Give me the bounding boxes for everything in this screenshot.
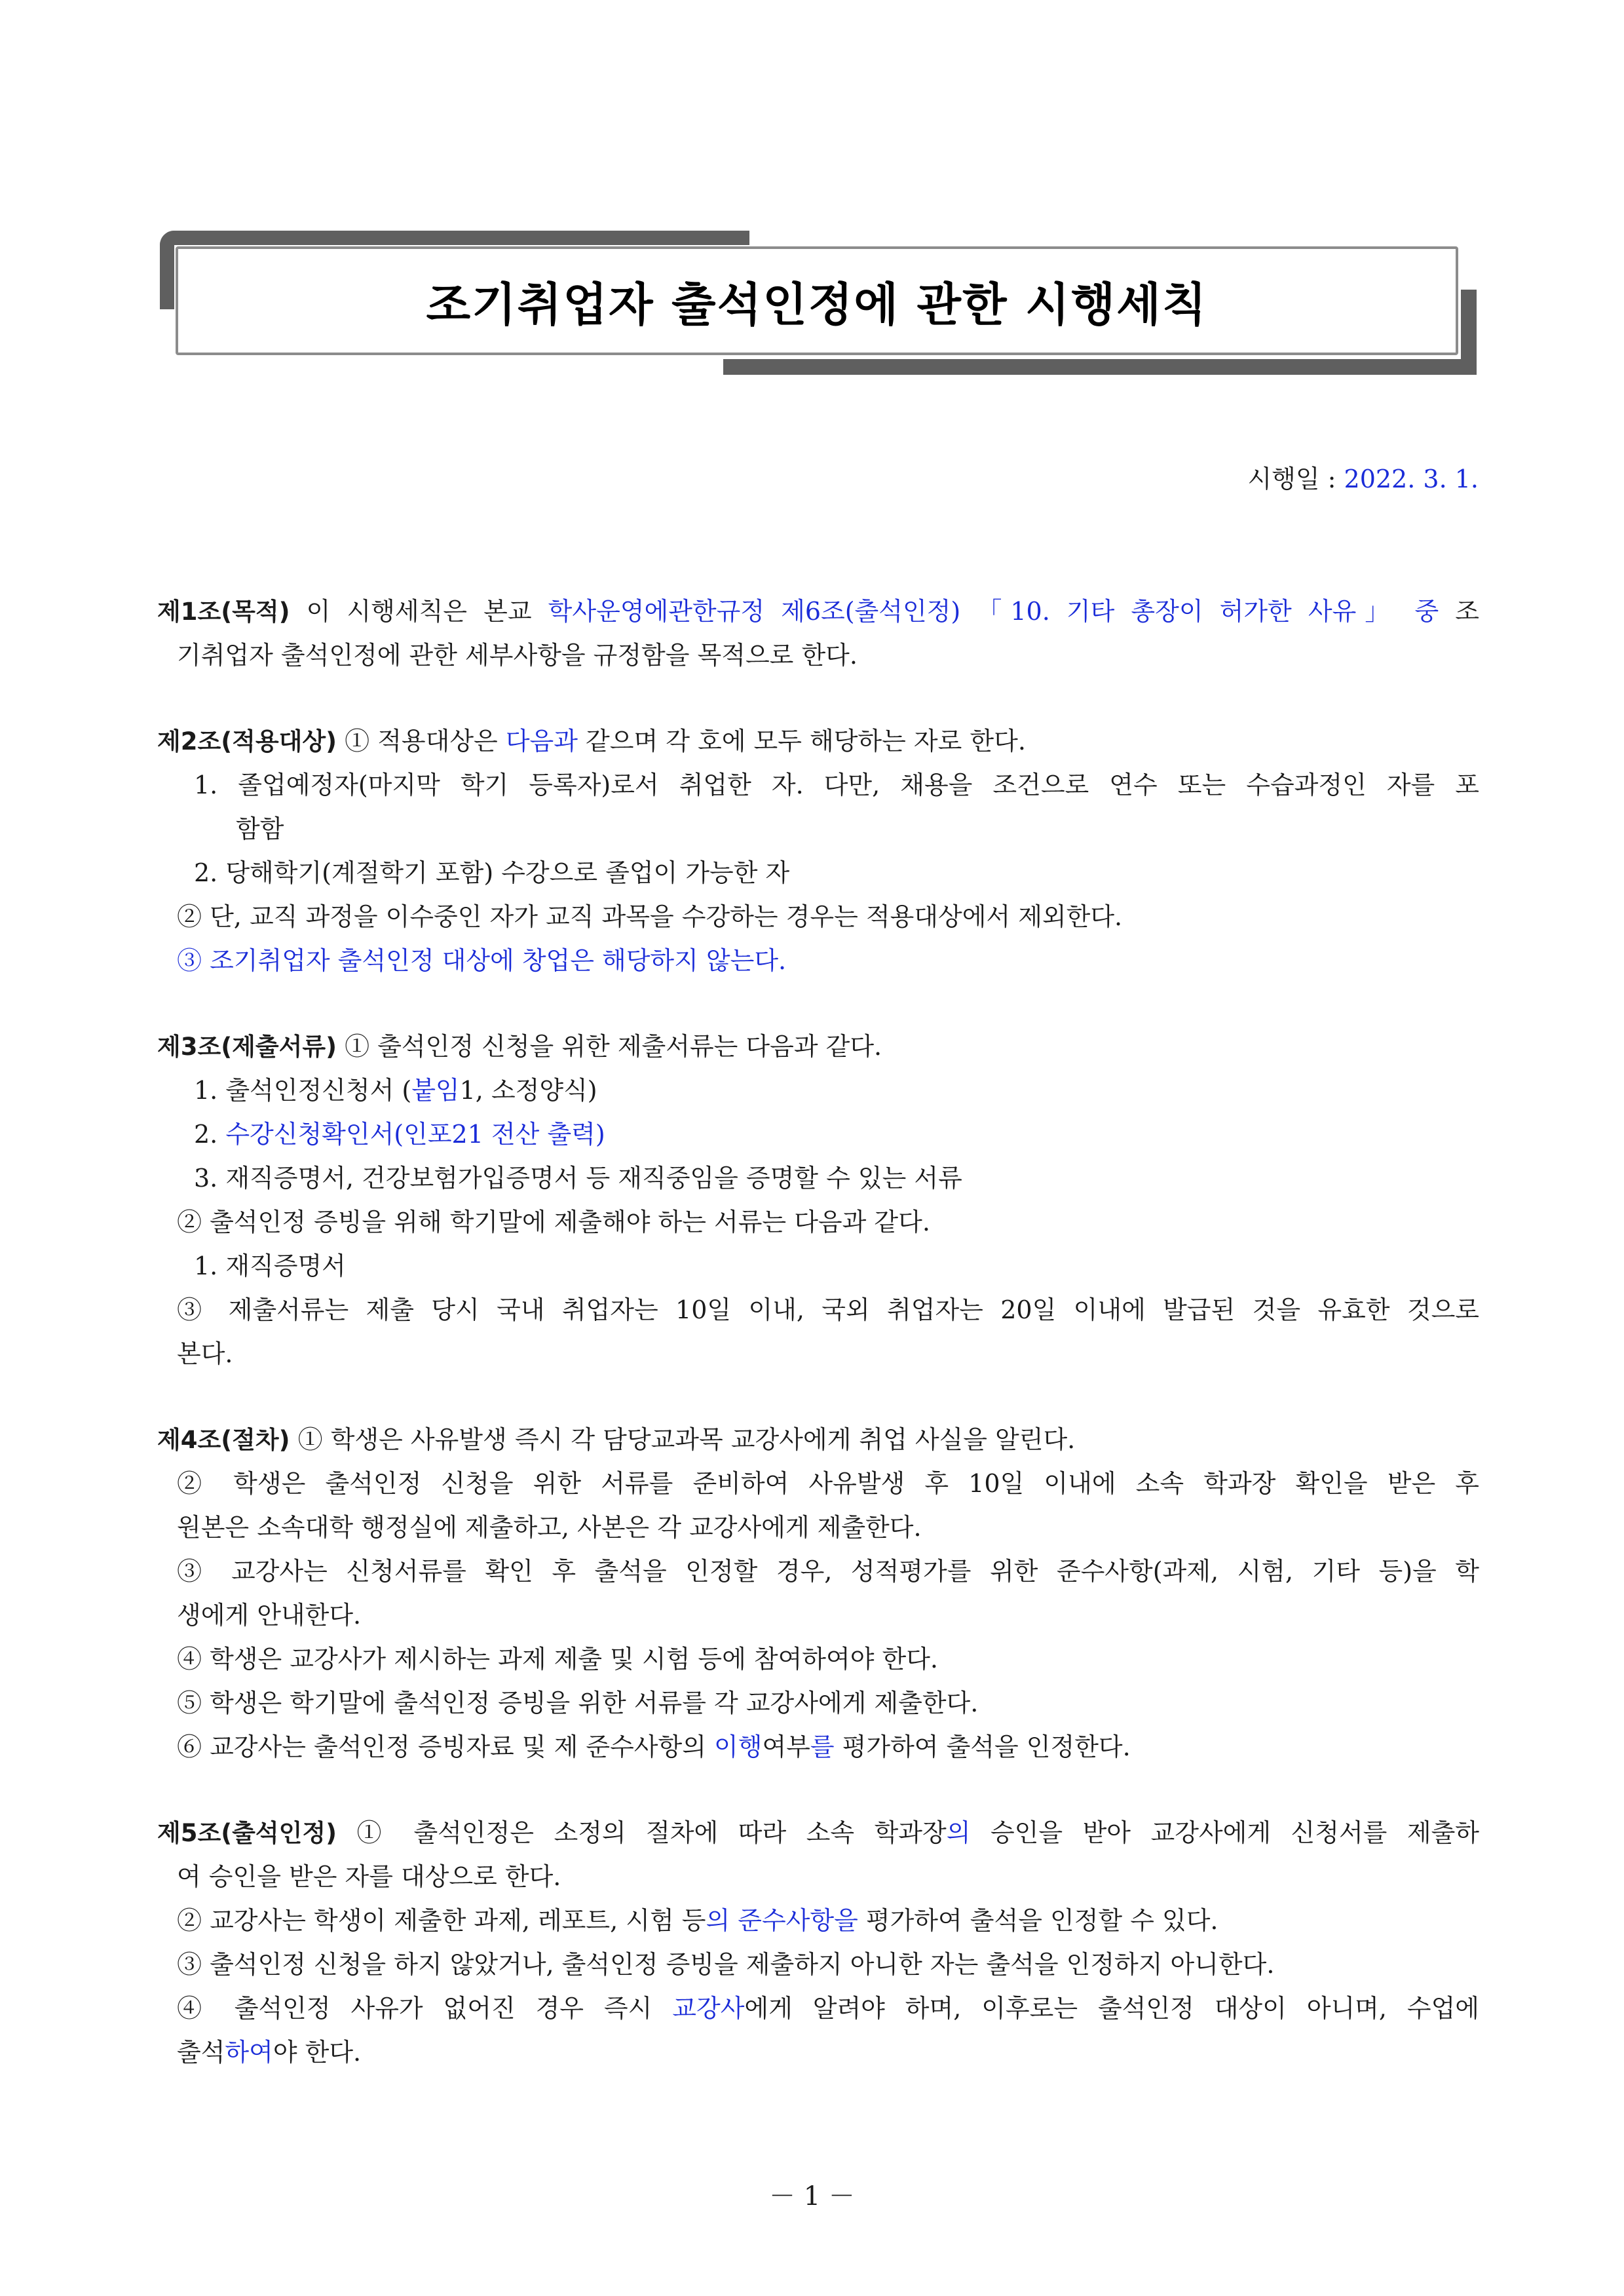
highlight-text-run: 수강신청확인서(인포21 전산 출력) (225, 1120, 605, 1149)
text-run: 생에게 안내한다. (177, 1601, 362, 1630)
text-run: 조 (1439, 597, 1479, 626)
text-run: ② 출석인정 증빙을 위해 학기말에 제출해야 하는 서류는 다음과 같다. (177, 1208, 930, 1236)
article-item (157, 763, 1479, 807)
title-shadow-top (160, 231, 749, 245)
text-run: 평가하여 출석을 인정할 수 있다. (858, 1906, 1218, 1935)
text-run: ① 학생은 사유발생 즉시 각 담당교과목 교강사에게 취업 사실을 알린다. (297, 1425, 1076, 1454)
article-5 (157, 1811, 1479, 2075)
highlight-text-run: 교강사 (672, 1994, 745, 2023)
article-line (157, 590, 1479, 634)
title-shadow-left (160, 231, 174, 309)
text-run: ① 출석인정은 소정의 절차에 따라 소속 학과장 (356, 1818, 947, 1847)
text-run: 승인을 받아 교강사에게 신청서를 제출하 (970, 1818, 1479, 1847)
title-frame (176, 246, 1458, 355)
page-number: － 1 － (769, 2181, 855, 2211)
text-run: 1. 졸업예정자(마지막 학기 등록자)로서 취업한 자. 다만, 채용을 조건으로 연수 또는 수습과정인 자를 포 (194, 771, 1479, 799)
article-heading: 제1조(목적) (157, 598, 290, 626)
document-title: 조기취업자 출석인정에 관한 시행세칙 (426, 277, 1208, 332)
article-paragraph (157, 1725, 1479, 1769)
article-paragraph (157, 1462, 1479, 1506)
effective-date-label: 시행일 : (1247, 465, 1344, 493)
text-run: ⑥ 교강사는 출석인정 증빙자료 및 제 준수사항의 (177, 1732, 715, 1761)
article-paragraph (157, 1288, 1479, 1332)
article-paragraph (157, 895, 1479, 939)
highlight-text-run: 의 준수사항을 (706, 1906, 858, 1935)
text-run: 이 시행세칙은 본교 (306, 597, 548, 626)
article-paragraph (157, 939, 1479, 983)
text-run: 평가하여 출석을 인정한다. (834, 1732, 1131, 1761)
text-run: ③ 제출서류는 제출 당시 국내 취업자는 10일 이내, 국외 취업자는 20일 이내에 발급된 것을 유효한 것으로 (177, 1295, 1479, 1324)
article-paragraph (157, 1550, 1479, 1594)
document-body (157, 590, 1479, 2116)
effective-date-line (1247, 459, 1479, 495)
article-item (157, 1157, 1479, 1200)
text-run: 야 한다. (273, 2038, 362, 2067)
article-2 (157, 719, 1479, 983)
highlight-text-run: 의 (946, 1818, 971, 1847)
highlight-text-run: 다음과 (505, 727, 578, 756)
article-line (157, 719, 1479, 763)
article-line-continuation (157, 1855, 1479, 1899)
text-run: 3. 재직증명서, 건강보험가입증명서 등 재직중임을 증명할 수 있는 서류 (194, 1164, 962, 1193)
article-paragraph (157, 1637, 1479, 1681)
title-shadow-bottom (723, 359, 1477, 375)
article-heading: 제2조(적용대상) (157, 727, 337, 756)
article-paragraph (157, 1681, 1479, 1725)
article-item (157, 1069, 1479, 1113)
text-run: 출석 (177, 2038, 225, 2067)
article-1 (157, 590, 1479, 678)
text-run: 같으며 각 호에 모두 해당하는 자로 한다. (577, 727, 1026, 756)
article-heading: 제3조(제출서류) (157, 1033, 337, 1061)
article-paragraph-continuation (157, 1332, 1479, 1376)
text-run: ⑤ 학생은 학기말에 출석인정 증빙을 위한 서류를 각 교강사에게 제출한다. (177, 1689, 979, 1717)
text-run: ① 출석인정 신청을 위한 제출서류는 다음과 같다. (345, 1032, 882, 1061)
article-paragraph-continuation (157, 1594, 1479, 1637)
text-run: 1. 재직증명서 (194, 1252, 346, 1280)
highlight-text-run: 를 (810, 1732, 835, 1761)
text-run: 1. 출석인정신청서 ( (194, 1076, 412, 1105)
article-paragraph (157, 1943, 1479, 1987)
text-run: ① 적용대상은 (345, 727, 506, 756)
text-run: ③ 출석인정 신청을 하지 않았거나, 출석인정 증빙을 제출하지 아니한 자는 출석을 인정하지 아니한다. (177, 1950, 1275, 1979)
text-run: ④ 출석인정 사유가 없어진 경우 즉시 (177, 1994, 673, 2023)
text-run: 본다. (177, 1339, 233, 1368)
text-run: ② 교강사는 학생이 제출한 과제, 레포트, 시험 등 (177, 1906, 706, 1935)
article-4 (157, 1418, 1479, 1769)
text-run: 1, 소정양식) (459, 1076, 597, 1105)
article-heading: 제4조(절차) (157, 1426, 290, 1454)
article-paragraph-continuation (157, 2031, 1479, 2075)
article-line (157, 1418, 1479, 1462)
article-line (157, 1811, 1479, 1855)
highlight-text-run: 학사운영에관한규정 제6조(출석인정) 「10. 기타 총장이 허가한 사유」 중 (548, 597, 1439, 626)
article-3 (157, 1025, 1479, 1376)
text-run: 함함 (236, 814, 284, 843)
article-item (157, 1244, 1479, 1288)
text-run: 원본은 소속대학 행정실에 제출하고, 사본은 각 교강사에게 제출한다. (177, 1513, 922, 1542)
text-run: 기취업자 출석인정에 관한 세부사항을 규정함을 목적으로 한다. (177, 641, 858, 670)
text-run: ② 학생은 출석인정 신청을 위한 서류를 준비하여 사유발생 후 10일 이내에 소속 학과장 확인을 받은 후 (177, 1469, 1479, 1498)
article-item (157, 1113, 1479, 1157)
article-heading: 제5조(출석인정) (157, 1819, 337, 1847)
article-paragraph (157, 1987, 1479, 2031)
title-box (160, 231, 1477, 375)
text-run: 에게 알려야 하며, 이후로는 출석인정 대상이 아니며, 수업에 (744, 1994, 1479, 2023)
text-run: 2. 당해학기(계절학기 포함) 수강으로 졸업이 가능한 자 (194, 858, 790, 887)
article-paragraph (157, 1899, 1479, 1943)
article-paragraph (157, 1200, 1479, 1244)
text-run: 여부 (762, 1732, 810, 1761)
text-run: ② 단, 교직 과정을 이수중인 자가 교직 과목을 수강하는 경우는 적용대상에서 제외한다. (177, 902, 1123, 931)
highlight-text-run: 하여 (225, 2038, 273, 2067)
article-line (157, 1025, 1479, 1069)
highlight-text-run: 붙임 (411, 1076, 460, 1105)
text-run: 2. (194, 1120, 226, 1149)
article-item (157, 851, 1479, 895)
text-run: 여 승인을 받은 자를 대상으로 한다. (177, 1862, 561, 1891)
highlight-text-run: 이행 (714, 1732, 763, 1761)
article-paragraph-continuation (157, 1506, 1479, 1550)
text-run: ④ 학생은 교강사가 제시하는 과제 제출 및 시험 등에 참여하여야 한다. (177, 1645, 938, 1674)
highlight-text-run: ③ 조기취업자 출석인정 대상에 창업은 해당하지 않는다. (177, 946, 787, 975)
effective-date-value: 2022. 3. 1. (1344, 465, 1479, 493)
article-line (157, 634, 1479, 678)
text-run: ③ 교강사는 신청서류를 확인 후 출석을 인정할 경우, 성적평가를 위한 준수사항(과제, 시험, 기타 등)을 학 (177, 1557, 1479, 1586)
article-item-continuation (157, 807, 1479, 851)
